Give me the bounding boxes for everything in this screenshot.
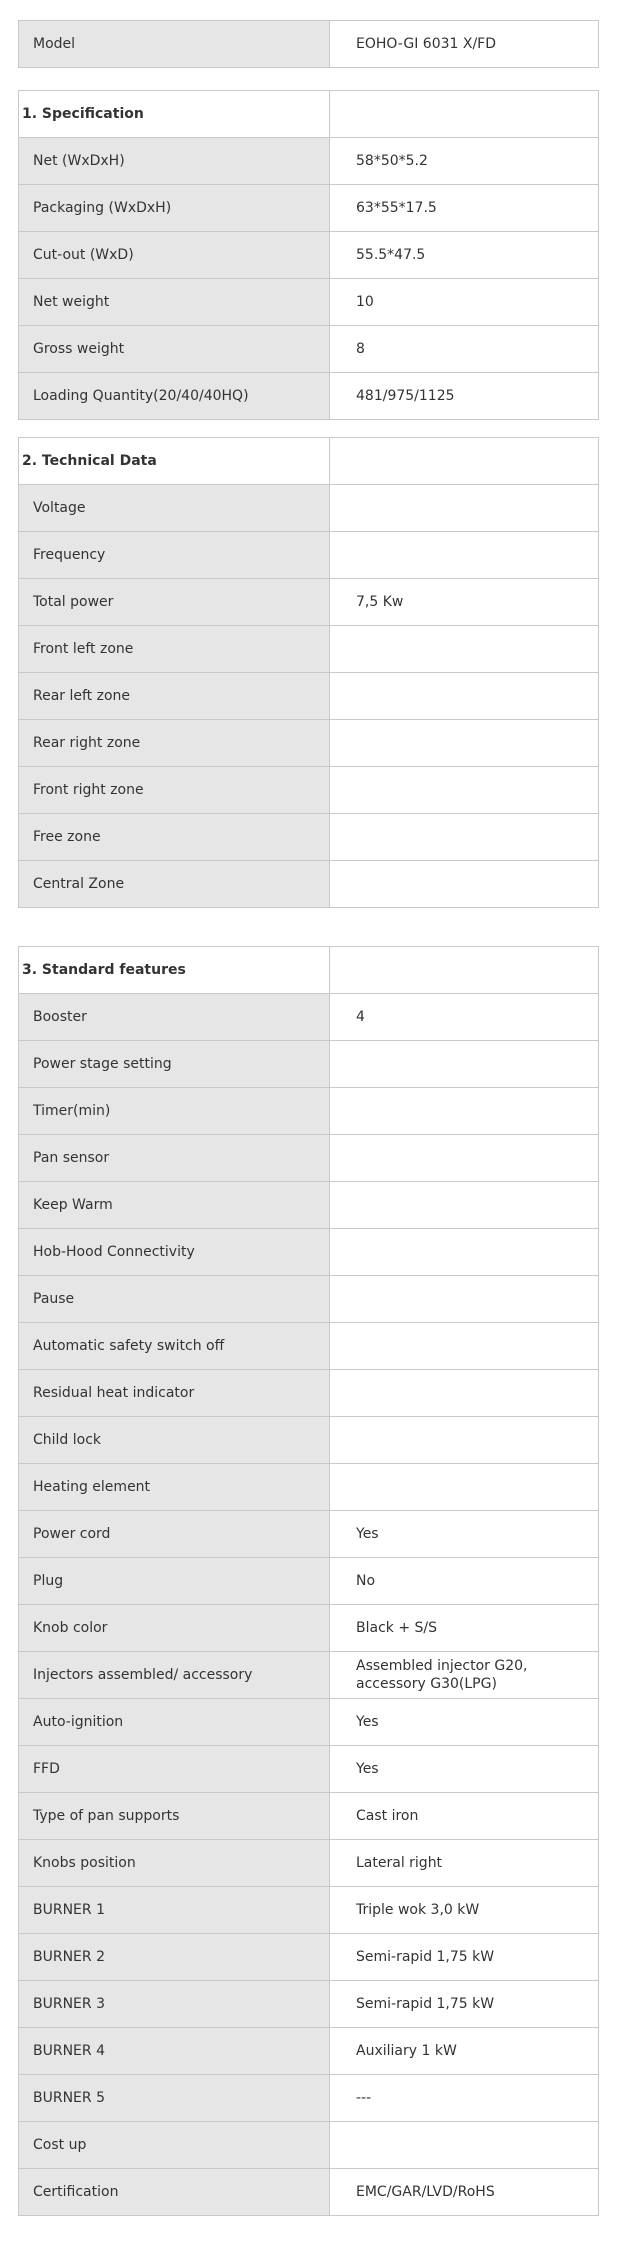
row-label: Automatic safety switch off <box>19 1323 330 1370</box>
section-title: 1. Specification <box>19 91 330 138</box>
row-label: BURNER 3 <box>19 1981 330 2028</box>
table-row <box>19 1605 599 1652</box>
row-value <box>330 2122 599 2169</box>
table-row <box>19 185 599 232</box>
row-label: Timer(min) <box>19 1088 330 1135</box>
row-label: Heating element <box>19 1464 330 1511</box>
table-row <box>19 1229 599 1276</box>
table-row <box>19 21 599 68</box>
row-value: Cast iron <box>330 1793 599 1840</box>
row-value <box>330 861 599 908</box>
table-row <box>19 1981 599 2028</box>
row-value: EMC/GAR/LVD/RoHS <box>330 2169 599 2216</box>
table-row <box>19 1840 599 1887</box>
row-value: Yes <box>330 1699 599 1746</box>
row-value <box>330 1135 599 1182</box>
row-value: 8 <box>330 326 599 373</box>
table-row <box>19 1464 599 1511</box>
row-value <box>330 626 599 673</box>
table-row <box>19 532 599 579</box>
table-row <box>19 1135 599 1182</box>
row-label: Net weight <box>19 279 330 326</box>
row-label: Net (WxDxH) <box>19 138 330 185</box>
row-value <box>330 814 599 861</box>
table-row <box>19 1887 599 1934</box>
table-row <box>19 485 599 532</box>
row-value: Auxiliary 1 kW <box>330 2028 599 2075</box>
table-row <box>19 626 599 673</box>
row-value: 4 <box>330 994 599 1041</box>
row-label: Injectors assembled/ accessory <box>19 1652 330 1699</box>
section-title: 3. Standard features <box>19 947 330 994</box>
table-row <box>19 579 599 626</box>
row-value: Semi-rapid 1,75 kW <box>330 1934 599 1981</box>
standard-features-table <box>18 946 599 2216</box>
row-value: Lateral right <box>330 1840 599 1887</box>
row-label: Rear left zone <box>19 673 330 720</box>
row-value: Semi-rapid 1,75 kW <box>330 1981 599 2028</box>
table-row <box>19 138 599 185</box>
row-label: Keep Warm <box>19 1182 330 1229</box>
section-header-value <box>330 438 599 485</box>
row-label: Power stage setting <box>19 1041 330 1088</box>
row-label: BURNER 1 <box>19 1887 330 1934</box>
row-label: Residual heat indicator <box>19 1370 330 1417</box>
row-label: Front right zone <box>19 767 330 814</box>
row-value <box>330 673 599 720</box>
table-row <box>19 1793 599 1840</box>
technical-data-table <box>18 437 599 908</box>
table-row <box>19 2169 599 2216</box>
row-label: Voltage <box>19 485 330 532</box>
row-label: Loading Quantity(20/40/40HQ) <box>19 373 330 420</box>
row-value: No <box>330 1558 599 1605</box>
row-label: Power cord <box>19 1511 330 1558</box>
row-value: 481/975/1125 <box>330 373 599 420</box>
table-row <box>19 767 599 814</box>
row-label: Certification <box>19 2169 330 2216</box>
row-label: Type of pan supports <box>19 1793 330 1840</box>
table-row <box>19 2028 599 2075</box>
table-row <box>19 1511 599 1558</box>
row-value <box>330 720 599 767</box>
table-row <box>19 720 599 767</box>
section-header-value <box>330 947 599 994</box>
row-label: FFD <box>19 1746 330 1793</box>
specification-table <box>18 90 599 420</box>
table-row <box>19 861 599 908</box>
row-label: Gross weight <box>19 326 330 373</box>
row-label: BURNER 5 <box>19 2075 330 2122</box>
table-row <box>19 1276 599 1323</box>
row-label: Hob-Hood Connectivity <box>19 1229 330 1276</box>
row-label: Rear right zone <box>19 720 330 767</box>
row-value <box>330 1276 599 1323</box>
row-value: Assembled injector G20, accessory G30(LPG) <box>330 1652 599 1699</box>
table-row <box>19 279 599 326</box>
row-value <box>330 1041 599 1088</box>
table-row <box>19 1323 599 1370</box>
table-row <box>19 1182 599 1229</box>
model-label: Model <box>19 21 330 68</box>
table-row <box>19 326 599 373</box>
row-value <box>330 1229 599 1276</box>
row-value <box>330 1323 599 1370</box>
model-table <box>18 20 599 68</box>
table-row <box>19 1041 599 1088</box>
table-row <box>19 2122 599 2169</box>
row-label: BURNER 2 <box>19 1934 330 1981</box>
row-value: 7,5 Kw <box>330 579 599 626</box>
row-label: Total power <box>19 579 330 626</box>
table-row <box>19 673 599 720</box>
row-label: Cut-out (WxD) <box>19 232 330 279</box>
row-value: --- <box>330 2075 599 2122</box>
row-value <box>330 767 599 814</box>
row-label: Pause <box>19 1276 330 1323</box>
section-header-row <box>19 91 599 138</box>
row-value <box>330 1417 599 1464</box>
row-value: Yes <box>330 1511 599 1558</box>
row-value <box>330 1088 599 1135</box>
table-row <box>19 1652 599 1699</box>
model-value: EOHO-GI 6031 X/FD <box>330 21 599 68</box>
row-label: Child lock <box>19 1417 330 1464</box>
table-row <box>19 994 599 1041</box>
row-value <box>330 1370 599 1417</box>
row-label: Frequency <box>19 532 330 579</box>
row-label: Knob color <box>19 1605 330 1652</box>
table-row <box>19 1699 599 1746</box>
table-row <box>19 1088 599 1135</box>
section-header-value <box>330 91 599 138</box>
row-label: Packaging (WxDxH) <box>19 185 330 232</box>
table-row <box>19 1558 599 1605</box>
row-value: Black + S/S <box>330 1605 599 1652</box>
section-header-row <box>19 438 599 485</box>
row-value: 55.5*47.5 <box>330 232 599 279</box>
section-title: 2. Technical Data <box>19 438 330 485</box>
row-value: 58*50*5.2 <box>330 138 599 185</box>
row-value: 10 <box>330 279 599 326</box>
section-header-row <box>19 947 599 994</box>
row-label: Cost up <box>19 2122 330 2169</box>
row-label: Booster <box>19 994 330 1041</box>
row-value: 63*55*17.5 <box>330 185 599 232</box>
table-row <box>19 1746 599 1793</box>
row-label: Plug <box>19 1558 330 1605</box>
row-label: Front left zone <box>19 626 330 673</box>
table-row <box>19 2075 599 2122</box>
table-row <box>19 1934 599 1981</box>
row-value: Yes <box>330 1746 599 1793</box>
row-label: Pan sensor <box>19 1135 330 1182</box>
row-value: Triple wok 3,0 kW <box>330 1887 599 1934</box>
table-row <box>19 1370 599 1417</box>
row-value <box>330 532 599 579</box>
table-row <box>19 1417 599 1464</box>
table-row <box>19 232 599 279</box>
row-label: Auto-ignition <box>19 1699 330 1746</box>
row-value <box>330 1182 599 1229</box>
row-label: Free zone <box>19 814 330 861</box>
table-row <box>19 373 599 420</box>
row-label: BURNER 4 <box>19 2028 330 2075</box>
row-label: Knobs position <box>19 1840 330 1887</box>
row-value <box>330 1464 599 1511</box>
row-label: Central Zone <box>19 861 330 908</box>
row-value <box>330 485 599 532</box>
table-row <box>19 814 599 861</box>
